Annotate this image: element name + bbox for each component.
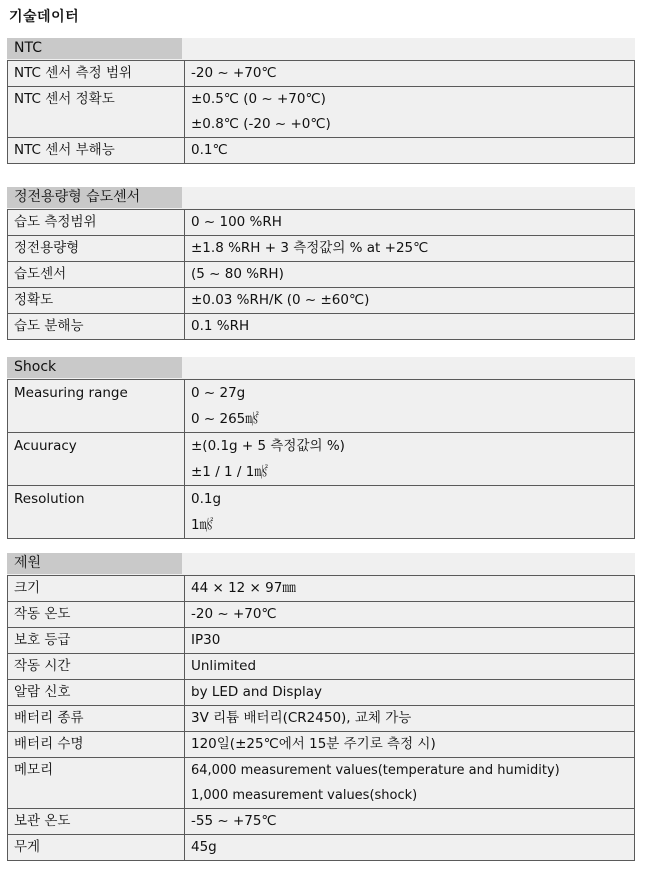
table-row	[8, 602, 635, 628]
section-title: NTC	[7, 38, 182, 59]
spec-table	[7, 60, 635, 164]
spec-key: 습도 분해능	[8, 314, 185, 340]
spec-value: (5 ~ 80 %RH)	[185, 262, 635, 288]
spec-value: 0 ~ 100 %RH	[185, 210, 635, 236]
spec-value: 3V 리튬 배터리(CR2450), 교체 가능	[185, 706, 635, 732]
spec-value: -20 ~ +70℃	[185, 61, 635, 87]
spec-value: ±1.8 %RH + 3 측정값의 % at +25℃	[185, 236, 635, 262]
spec-key: Measuring range	[8, 380, 185, 433]
section-title: 정전용량형 습도센서	[7, 187, 182, 208]
section-specifications	[7, 553, 635, 861]
table-row	[8, 314, 635, 340]
section-ntc	[7, 38, 635, 164]
spec-value: 0.1 %RH	[185, 314, 635, 340]
spec-key: NTC 센서 측정 범위	[8, 61, 185, 87]
spec-key: 보관 온도	[8, 809, 185, 835]
spec-key: 작동 시간	[8, 654, 185, 680]
table-row	[8, 87, 635, 138]
spec-key: 작동 온도	[8, 602, 185, 628]
spec-key: NTC 센서 정확도	[8, 87, 185, 138]
table-row	[8, 732, 635, 758]
spec-value: -20 ~ +70℃	[185, 602, 635, 628]
spec-key: 습도센서	[8, 262, 185, 288]
spec-value: ±0.03 %RH/K (0 ~ ±60℃)	[185, 288, 635, 314]
spec-key: 배터리 종류	[8, 706, 185, 732]
table-row	[8, 61, 635, 87]
spec-key: 메모리	[8, 758, 185, 809]
spec-value: 44 × 12 × 97㎜	[185, 576, 635, 602]
table-row	[8, 486, 635, 539]
spec-key: Acuuracy	[8, 433, 185, 486]
section-humidity-sensor	[7, 187, 635, 340]
table-row	[8, 835, 635, 861]
table-row	[8, 628, 635, 654]
spec-value: IP30	[185, 628, 635, 654]
table-row	[8, 576, 635, 602]
spec-key: 정전용량형	[8, 236, 185, 262]
spec-key: Resolution	[8, 486, 185, 539]
spec-key: 습도 측정범위	[8, 210, 185, 236]
section-header	[7, 187, 635, 209]
spec-key: 무게	[8, 835, 185, 861]
table-row	[8, 654, 635, 680]
spec-value: by LED and Display	[185, 680, 635, 706]
section-header	[7, 38, 635, 60]
spec-key: 크기	[8, 576, 185, 602]
section-title: 제원	[7, 553, 182, 574]
spec-table	[7, 575, 635, 861]
table-row	[8, 288, 635, 314]
spec-value: ±0.5℃ (0 ~ +70℃) ±0.8℃ (-20 ~ +0℃)	[185, 87, 635, 138]
section-header	[7, 357, 635, 379]
spec-key: 알람 신호	[8, 680, 185, 706]
section-shock	[7, 357, 635, 539]
spec-key: 보호 등급	[8, 628, 185, 654]
spec-value: 0.1g 1㎨	[185, 486, 635, 539]
spec-table	[7, 209, 635, 340]
table-row	[8, 758, 635, 809]
table-row	[8, 433, 635, 486]
spec-value: -55 ~ +75℃	[185, 809, 635, 835]
spec-key: 배터리 수명	[8, 732, 185, 758]
section-title: Shock	[7, 357, 182, 378]
table-row	[8, 809, 635, 835]
spec-value: 64,000 measurement values(temperature and humidity) 1,000 measurement values(shock)	[185, 758, 635, 809]
table-row	[8, 262, 635, 288]
table-row	[8, 138, 635, 164]
spec-table	[7, 379, 635, 539]
spec-value: 120일(±25℃에서 15분 주기로 측정 시)	[185, 732, 635, 758]
spec-value: ±(0.1g + 5 측정값의 %) ±1 / 1 / 1㎨	[185, 433, 635, 486]
spec-value: 0.1℃	[185, 138, 635, 164]
spec-key: 정확도	[8, 288, 185, 314]
spec-value: Unlimited	[185, 654, 635, 680]
table-row	[8, 236, 635, 262]
spec-value: 45g	[185, 835, 635, 861]
table-row	[8, 680, 635, 706]
table-row	[8, 380, 635, 433]
table-row	[8, 706, 635, 732]
document-title: 기술데이터	[9, 9, 80, 25]
spec-key: NTC 센서 부해능	[8, 138, 185, 164]
section-header	[7, 553, 635, 575]
spec-value: 0 ~ 27g 0 ~ 265㎨	[185, 380, 635, 433]
table-row	[8, 210, 635, 236]
